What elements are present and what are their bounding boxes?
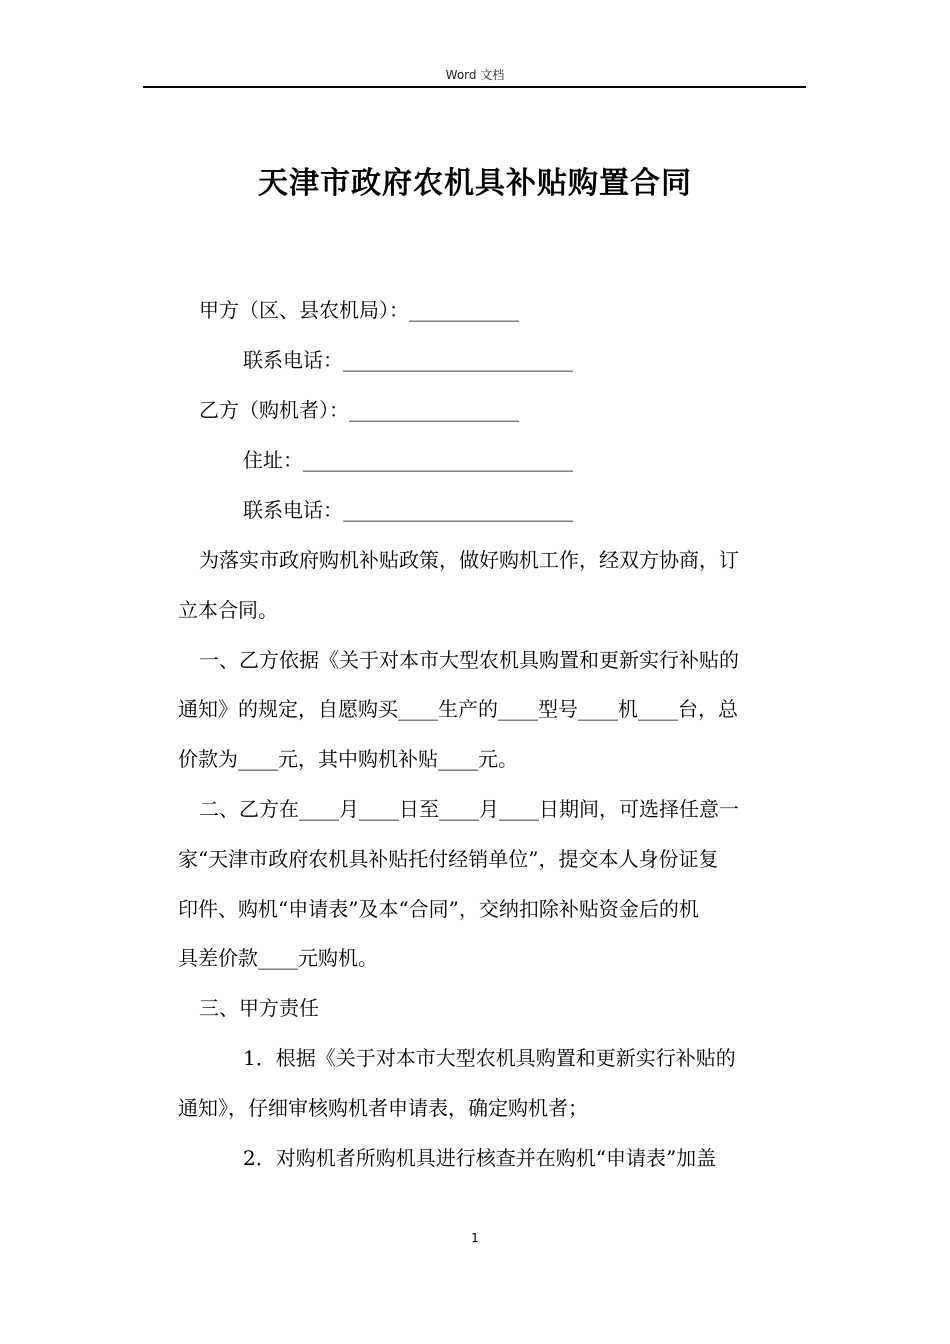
section-heading: 三、甲方责任 [199,996,319,1020]
page-header: Word 文档 [445,68,505,82]
body-line: 1．根据《关于对本市大型农机具购置和更新实行补贴的 [243,1046,736,1070]
body-line: 具差价款____元购机。 [178,946,378,970]
page-number: 1 [471,1231,479,1245]
party-b-line: 乙方（购机者）：_________________ [199,398,519,422]
document-title: 天津市政府农机具补贴购置合同 [258,166,692,201]
body-line: 立本合同。 [178,598,278,622]
header-rule [143,86,806,88]
body-line: 价款为____元，其中购机补贴____元。 [178,747,518,771]
body-line: 家“天津市政府农机具补贴托付经销单位”，提交本人身份证复 [178,847,719,871]
party-a-phone-line: 联系电话：_______________________ [243,348,573,372]
body-line: 通知》的规定，自愿购买____生产的____型号____机____台，总 [178,697,738,721]
body-line: 一、乙方依据《关于对本市大型农机具购置和更新实行补贴的 [199,648,739,672]
body-line: 通知》，仔细审核购机者申请表，确定购机者； [178,1096,588,1120]
body-line: 2．对购机者所购机具进行核查并在购机“申请表”加盖 [243,1146,717,1170]
body-line: 二、乙方在____月____日至____月____日期间，可选择任意一 [199,797,739,821]
body-line: 印件、购机“申请表”及本“合同”，交纳扣除补贴资金后的机 [178,897,699,921]
party-a-line: 甲方（区、县农机局）：___________ [199,298,519,322]
party-b-address-line: 住址：___________________________ [243,448,573,472]
body-line: 为落实市政府购机补贴政策，做好购机工作，经双方协商，订 [199,548,739,572]
party-b-phone-line: 联系电话：_______________________ [243,498,573,522]
